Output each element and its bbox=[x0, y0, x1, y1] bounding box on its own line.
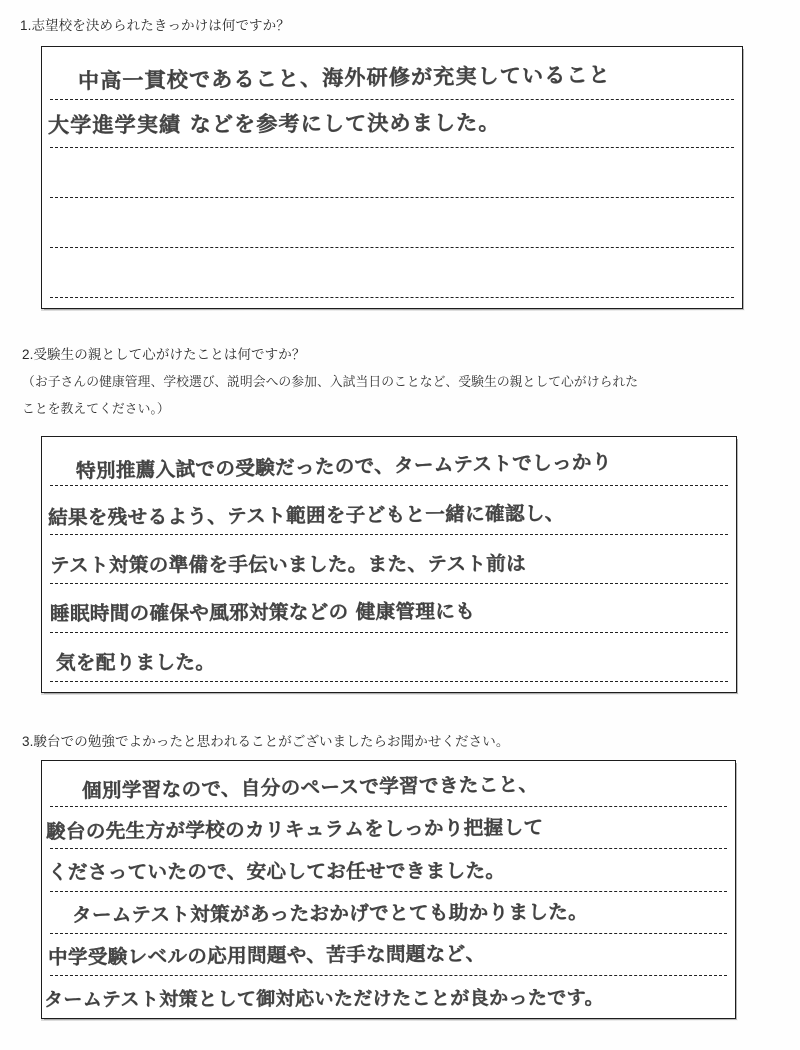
handwritten-line: くださっていたので、安心してお任せできました。 bbox=[47, 859, 506, 884]
scan-artifact bbox=[41, 693, 739, 695]
ruled-line bbox=[50, 247, 734, 248]
handwritten-line: テスト対策の準備を手伝いました。また、テスト前は bbox=[49, 552, 527, 577]
ruled-line bbox=[50, 197, 734, 198]
handwritten-line: 結果を残せるよう、テスト範囲を子どもと一緒に確認し、 bbox=[47, 501, 565, 530]
question-1-prompt: 1.志望校を決められたきっかけは何ですか？ bbox=[20, 18, 290, 33]
handwritten-line: 大学進学実績 などを参考にして決めました。 bbox=[47, 110, 501, 138]
question-3-prompt: 3.駿台での勉強でよかったと思われることがございましたらお聞かせください。 bbox=[22, 734, 510, 749]
ruled-line bbox=[50, 848, 727, 849]
ruled-line bbox=[50, 891, 727, 892]
handwritten-line: 個別学習なので、自分のペースで学習できたこと、 bbox=[81, 772, 539, 803]
ruled-line bbox=[50, 681, 728, 682]
handwritten-line: 睡眠時間の確保や風邪対策などの 健康管理にも bbox=[49, 599, 476, 626]
question-2-prompt: 2.受験生の親として心がけたことは何ですか？ bbox=[22, 347, 306, 362]
handwritten-line: 駿台の先生方が学校のカリキュラムをしっかり把握して bbox=[45, 815, 544, 844]
handwritten-line: タームテスト対策として御対応いただけたことが良かったです。 bbox=[43, 987, 604, 1011]
ruled-line bbox=[50, 632, 728, 633]
handwritten-line: 特別推薦入試での受験だったので、タームテストでしっかり bbox=[75, 450, 612, 483]
question-2-note-line-1: （お子さんの健康管理、学校選び、説明会への参加、入試当日のことなど、受験生の親として心がけられた bbox=[22, 374, 639, 389]
ruled-line bbox=[50, 933, 727, 934]
ruled-line bbox=[50, 534, 728, 535]
answer-box-2[interactable] bbox=[41, 436, 737, 693]
ruled-line bbox=[50, 583, 728, 584]
handwritten-line: タームテスト対策があったおかげでとても助かりました。 bbox=[71, 900, 589, 927]
ruled-line bbox=[50, 99, 734, 100]
handwritten-line: 気を配りました。 bbox=[55, 650, 216, 675]
scan-artifact bbox=[41, 309, 745, 311]
ruled-line bbox=[50, 297, 734, 298]
handwritten-line: 中高一貫校であること、海外研修が充実していること bbox=[77, 62, 611, 94]
answer-box-3[interactable] bbox=[41, 760, 736, 1019]
answer-box-1[interactable] bbox=[41, 46, 743, 309]
ruled-line bbox=[50, 806, 727, 807]
ruled-line bbox=[50, 147, 734, 148]
scan-artifact bbox=[41, 1019, 738, 1021]
ruled-line bbox=[50, 485, 728, 486]
handwritten-line: 中学受験レベルの応用問題や、苦手な問題など、 bbox=[47, 942, 486, 969]
ruled-line bbox=[50, 975, 727, 976]
question-2-note-line-2: ことを教えてください。） bbox=[22, 401, 170, 416]
